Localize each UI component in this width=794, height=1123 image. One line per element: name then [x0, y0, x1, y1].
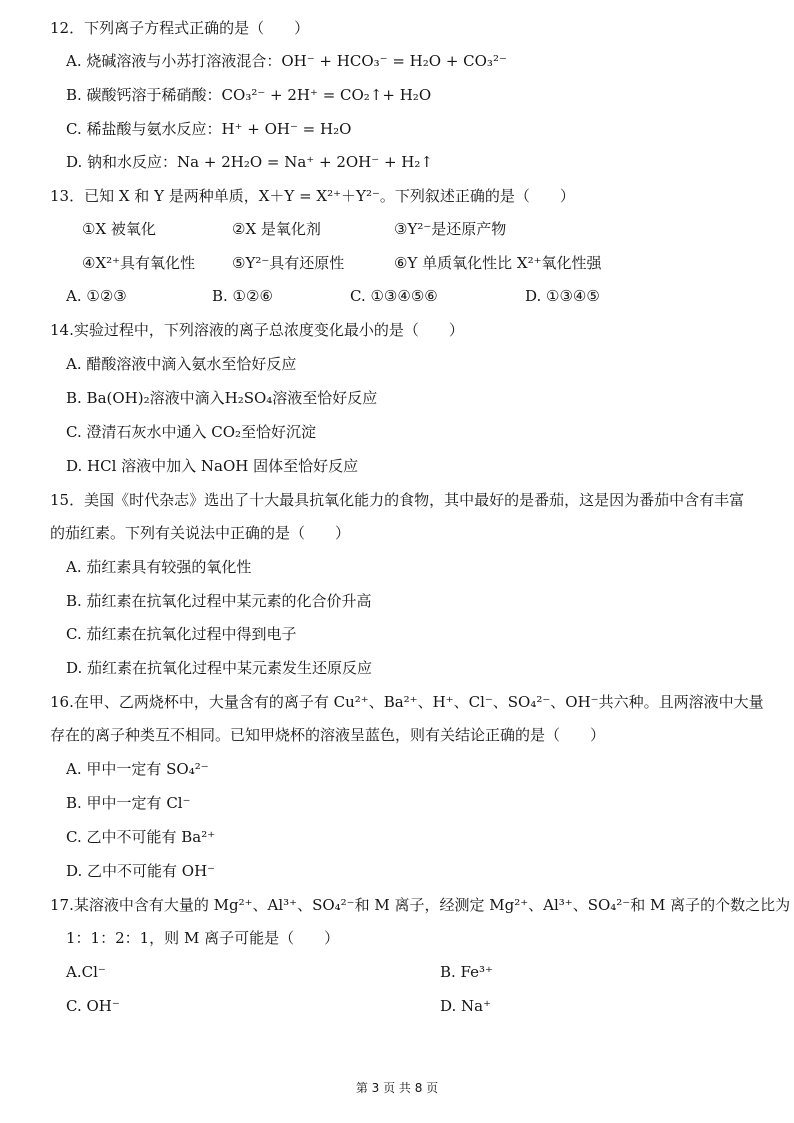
q12-option-d: D. 钠和水反应：Na + 2H₂O = Na⁺ + 2OH⁻ + H₂↑	[66, 153, 433, 171]
page-number-footer: 第 3 页 共 8 页	[355, 1081, 439, 1095]
q12-option-c: C. 稀盐酸与氨水反应：H⁺ + OH⁻ = H₂O	[66, 120, 352, 138]
q13-option-d: D. ①③④⑤	[525, 287, 600, 305]
q13-statement-4: ④X²⁺具有氧化性	[82, 254, 196, 272]
q13-statement-3: ③Y²⁻是还原产物	[394, 220, 507, 238]
q13-statement-1: ①X 被氧化	[82, 220, 156, 238]
q17-option-b: B. Fe³⁺	[440, 963, 493, 981]
q13-option-a: A. ①②③	[66, 287, 127, 305]
q15-stem-line-2: 的茄红素。下列有关说法中正确的是（ ）	[50, 524, 351, 542]
q15-option-b: B. 茄红素在抗氧化过程中某元素的化合价升高	[66, 592, 372, 610]
q17-option-c: C. OH⁻	[66, 997, 120, 1015]
q15-option-a: A. 茄红素具有较强的氧化性	[66, 558, 252, 576]
q13-statement-5: ⑤Y²⁻具有还原性	[232, 254, 345, 272]
q12-option-b: B. 碳酸钙溶于稀硝酸：CO₃²⁻ + 2H⁺ = CO₂↑+ H₂O	[66, 86, 432, 104]
q16-option-a: A. 甲中一定有 SO₄²⁻	[66, 760, 209, 778]
q14-option-d: D. HCl 溶液中加入 NaOH 固体至恰好反应	[66, 457, 359, 475]
q17-option-d: D. Na⁺	[440, 997, 492, 1015]
q17-stem-line-1: 17.某溶液中含有大量的 Mg²⁺、Al³⁺、SO₄²⁻和 M 离子，经测定 Mg²⁺、Al³⁺、SO₄²⁻和 M 离子的个数之比为	[50, 896, 791, 914]
q13-option-c: C. ①③④⑤⑥	[350, 287, 438, 305]
q17-stem-line-2: 1：1：2：1，则 M 离子可能是（ ）	[66, 929, 340, 947]
q17-option-a: A.Cl⁻	[66, 963, 106, 981]
q16-option-d: D. 乙中不可能有 OH⁻	[66, 862, 216, 880]
q14-option-b: B. Ba(OH)₂溶液中滴入H₂SO₄溶液至恰好反应	[66, 389, 378, 407]
q14-stem: 14.实验过程中，下列溶液的离子总浓度变化最小的是（ ）	[50, 321, 464, 339]
q15-stem-line-1: 15．美国《时代杂志》选出了十大最具抗氧化能力的食物，其中最好的是番茄，这是因为番茄中含有丰富	[50, 491, 745, 509]
q15-option-c: C. 茄红素在抗氧化过程中得到电子	[66, 625, 297, 643]
q16-stem-line-2: 存在的离子种类互不相同。已知甲烧杯的溶液呈蓝色，则有关结论正确的是（ ）	[50, 726, 606, 744]
q16-option-c: C. 乙中不可能有 Ba²⁺	[66, 828, 216, 846]
q13-statement-6: ⑥Y 单质氧化性比 X²⁺氧化性强	[394, 254, 602, 272]
q13-stem: 13．已知 X 和 Y 是两种单质，X＋Y = X²⁺＋Y²⁻。下列叙述正确的是（ ）	[50, 187, 575, 205]
q12-stem: 12．下列离子方程式正确的是（ ）	[50, 19, 310, 37]
q12-option-a: A. 烧碱溶液与小苏打溶液混合：OH⁻ + HCO₃⁻ = H₂O + CO₃²⁻	[66, 52, 507, 70]
q16-stem-line-1: 16.在甲、乙两烧杯中，大量含有的离子有 Cu²⁺、Ba²⁺、H⁺、Cl⁻、SO₄²⁻、OH⁻共六种。且两溶液中大量	[50, 693, 764, 711]
q13-option-b: B. ①②⑥	[212, 287, 273, 305]
q14-option-c: C. 澄清石灰水中通入 CO₂至恰好沉淀	[66, 423, 317, 441]
q13-statement-2: ②X 是氧化剂	[232, 220, 321, 238]
q15-option-d: D. 茄红素在抗氧化过程中某元素发生还原反应	[66, 659, 373, 677]
q16-option-b: B. 甲中一定有 Cl⁻	[66, 794, 191, 812]
q14-option-a: A. 醋酸溶液中滴入氨水至恰好反应	[66, 355, 297, 373]
